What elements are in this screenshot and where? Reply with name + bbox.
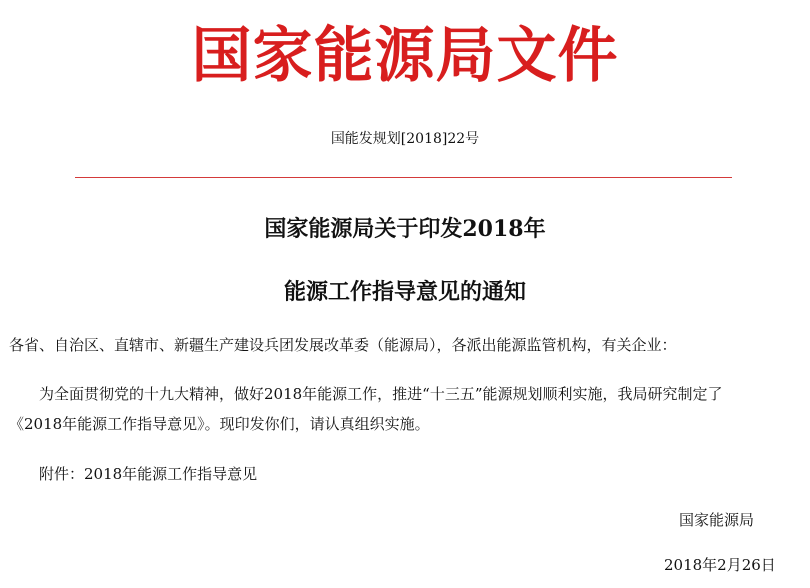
body-paragraph-line-2: 《2018年能源工作指导意见》。现印发你们，请认真组织实施。 <box>9 415 430 433</box>
signature-date: 2018年2月26日 <box>664 556 776 574</box>
document-number: 国能发规划[2018]22号 <box>330 131 480 147</box>
document-header-title: 国家能源局文件 <box>191 21 619 91</box>
red-separator-line <box>75 177 732 178</box>
notice-title-line-1: 国家能源局关于印发2018年 <box>264 216 546 242</box>
body-paragraph-line-1: 为全面贯彻党的十九大精神，做好2018年能源工作，推进“十三五”能源规划顺利实施，我局研究制定了 <box>39 385 723 403</box>
notice-title-line-2: 能源工作指导意见的通知 <box>283 279 526 305</box>
attachment-line: 附件：2018年能源工作指导意见 <box>39 465 258 483</box>
recipients-line: 各省、自治区、直辖市、新疆生产建设兵团发展改革委（能源局），各派出能源监管机构，有关企业： <box>9 336 677 354</box>
signature-issuer: 国家能源局 <box>679 511 755 529</box>
